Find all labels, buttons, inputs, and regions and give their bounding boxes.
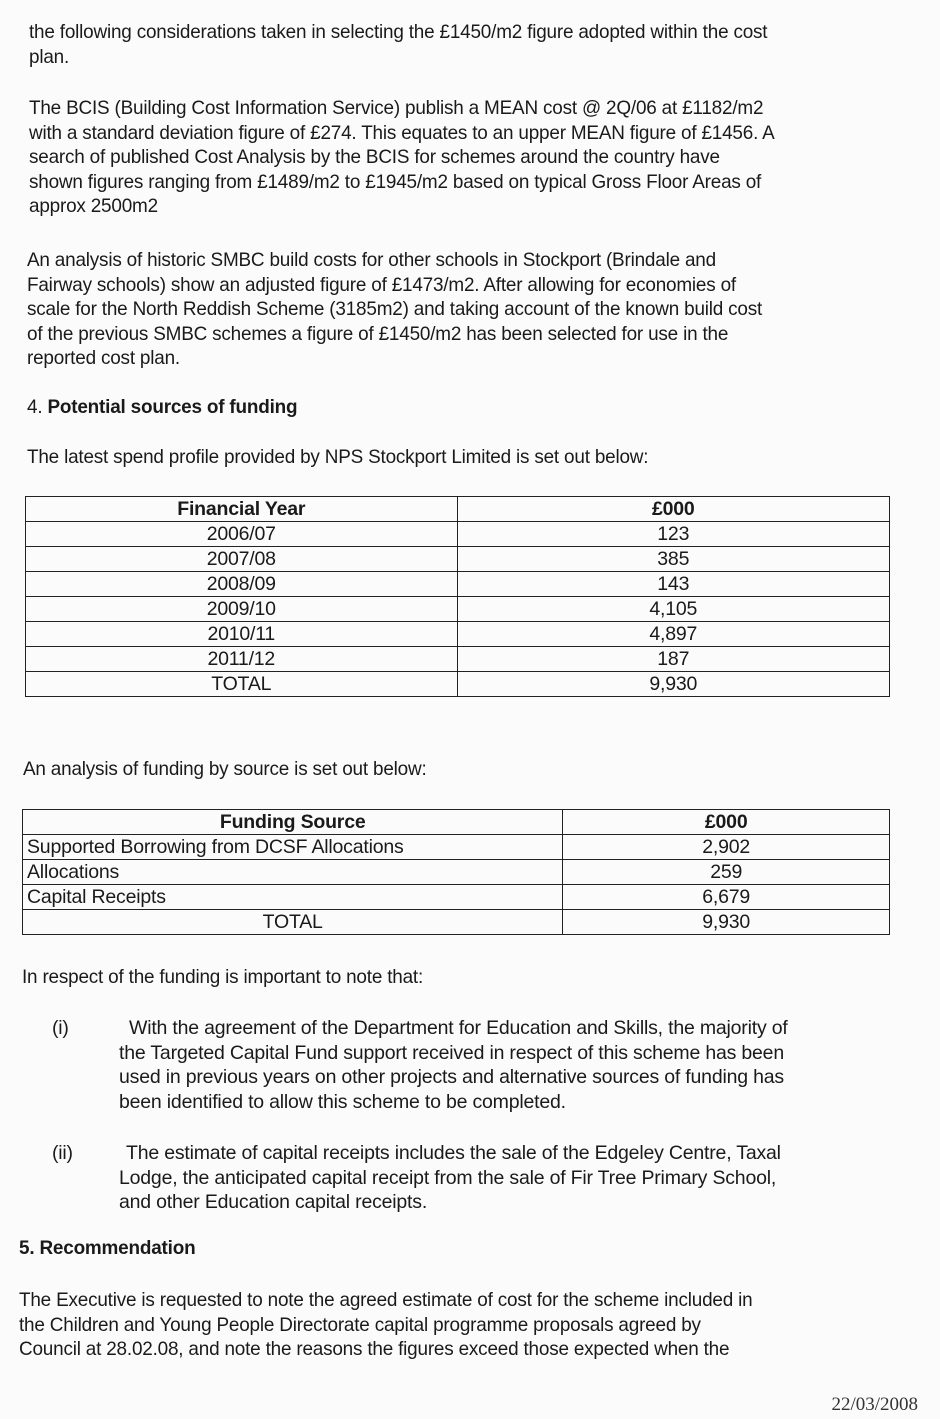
note-text xyxy=(119,1141,781,1215)
financial-year-cell: 2008/09 xyxy=(26,572,458,597)
intro-paragraph-1 xyxy=(29,20,767,69)
column-header: Financial Year xyxy=(26,497,458,522)
funding-source-cell: Allocations xyxy=(23,860,563,885)
amount-cell: 187 xyxy=(457,647,889,672)
text-line: been identified to allow this scheme to be completed. xyxy=(119,1090,566,1113)
bcis-paragraph xyxy=(29,96,775,219)
spend-profile-table xyxy=(25,496,890,697)
column-header: £000 xyxy=(457,497,889,522)
amount-cell: 4,105 xyxy=(457,597,889,622)
financial-year-cell: 2006/07 xyxy=(26,522,458,547)
total-label-cell: TOTAL xyxy=(26,672,458,697)
amount-cell: 259 xyxy=(563,860,890,885)
text-line: approx 2500m2 xyxy=(29,195,158,217)
funding-source-cell: Supported Borrowing from DCSF Allocations xyxy=(23,835,563,860)
section-title: Potential sources of funding xyxy=(47,396,298,418)
amount-cell: 123 xyxy=(457,522,889,547)
column-header: Funding Source xyxy=(23,810,563,835)
text-line: The Executive is requested to note the agreed estimate of cost for the scheme included in xyxy=(19,1289,753,1311)
funding-note-intro: In respect of the funding is important to note that: xyxy=(22,966,424,988)
table-row xyxy=(26,597,890,622)
section-5-heading: 5. Recommendation xyxy=(19,1237,196,1259)
table-total-row xyxy=(23,910,890,935)
text-line: plan. xyxy=(29,45,70,68)
table-header-row xyxy=(26,497,890,522)
text-line: shown figures ranging from £1489/m2 to £1945/m2 based on typical Gross Floor Areas of xyxy=(29,170,762,193)
table-row xyxy=(23,835,890,860)
text-line: The BCIS (Building Cost Information Service) publish a MEAN cost @ 2Q/06 at £1182/m2 xyxy=(29,97,764,119)
table-row xyxy=(26,622,890,647)
table-row xyxy=(23,885,890,910)
text-line: Council at 28.02.08, and note the reasons the figures exceed those expected when the xyxy=(19,1338,730,1360)
table-row xyxy=(26,547,890,572)
amount-cell: 6,679 xyxy=(563,885,890,910)
financial-year-cell: 2007/08 xyxy=(26,547,458,572)
text-line: with a standard deviation figure of £274. This equates to an upper MEAN figure of £1456. A xyxy=(29,121,775,144)
smbc-paragraph xyxy=(27,248,762,371)
table-total-row xyxy=(26,672,890,697)
total-label-cell: TOTAL xyxy=(23,910,563,935)
table-row xyxy=(23,860,890,885)
text-line: The estimate of capital receipts includes the sale of the Edgeley Centre, Taxal xyxy=(126,1142,781,1164)
spend-profile-intro: The latest spend profile provided by NPS Stockport Limited is set out below: xyxy=(27,446,649,468)
amount-cell: 2,902 xyxy=(563,835,890,860)
text-line: With the agreement of the Department for Education and Skills, the majority of xyxy=(129,1017,788,1039)
amount-cell: 385 xyxy=(457,547,889,572)
text-line: Fairway schools) show an adjusted figure of £1473/m2. After allowing for economies of xyxy=(27,273,736,296)
table-header-row xyxy=(23,810,890,835)
section-number: 4. xyxy=(27,396,43,418)
amount-cell: 4,897 xyxy=(457,622,889,647)
recommendation-paragraph xyxy=(19,1288,752,1362)
total-amount-cell: 9,930 xyxy=(563,910,890,935)
list-marker: (ii) xyxy=(52,1142,73,1164)
text-line: reported cost plan. xyxy=(27,347,180,369)
list-marker: (i) xyxy=(52,1017,69,1039)
funding-source-cell: Capital Receipts xyxy=(23,885,563,910)
text-line: the following considerations taken in selecting the £1450/m2 figure adopted within the cost xyxy=(29,21,768,43)
text-line: Lodge, the anticipated capital receipt from the sale of Fir Tree Primary School, xyxy=(119,1166,777,1189)
text-line: the Targeted Capital Fund support received in respect of this scheme has been xyxy=(119,1041,784,1064)
amount-cell: 143 xyxy=(457,572,889,597)
text-line: used in previous years on other projects and alternative sources of funding has xyxy=(119,1066,784,1088)
text-line: An analysis of historic SMBC build costs for other schools in Stockport (Brindale and xyxy=(27,249,716,271)
text-line: and other Education capital receipts. xyxy=(119,1191,428,1213)
text-line: the Children and Young People Directorate capital programme proposals agreed by xyxy=(19,1313,701,1336)
financial-year-cell: 2011/12 xyxy=(26,647,458,672)
text-line: scale for the North Reddish Scheme (3185m2) and taking account of the known build cost xyxy=(27,298,763,320)
table-row xyxy=(26,572,890,597)
table-row xyxy=(26,647,890,672)
funding-source-table xyxy=(22,809,890,935)
funding-analysis-intro: An analysis of funding by source is set out below: xyxy=(23,758,427,780)
financial-year-cell: 2009/10 xyxy=(26,597,458,622)
section-4-heading xyxy=(27,395,297,420)
note-text xyxy=(119,1016,788,1114)
table-row xyxy=(26,522,890,547)
text-line: search of published Cost Analysis by the BCIS for schemes around the country have xyxy=(29,146,720,168)
text-line: of the previous SMBC schemes a figure of £1450/m2 has been selected for use in the xyxy=(27,322,729,345)
total-amount-cell: 9,930 xyxy=(457,672,889,697)
footer-date: 22/03/2008 xyxy=(831,1394,918,1415)
financial-year-cell: 2010/11 xyxy=(26,622,458,647)
column-header: £000 xyxy=(563,810,890,835)
